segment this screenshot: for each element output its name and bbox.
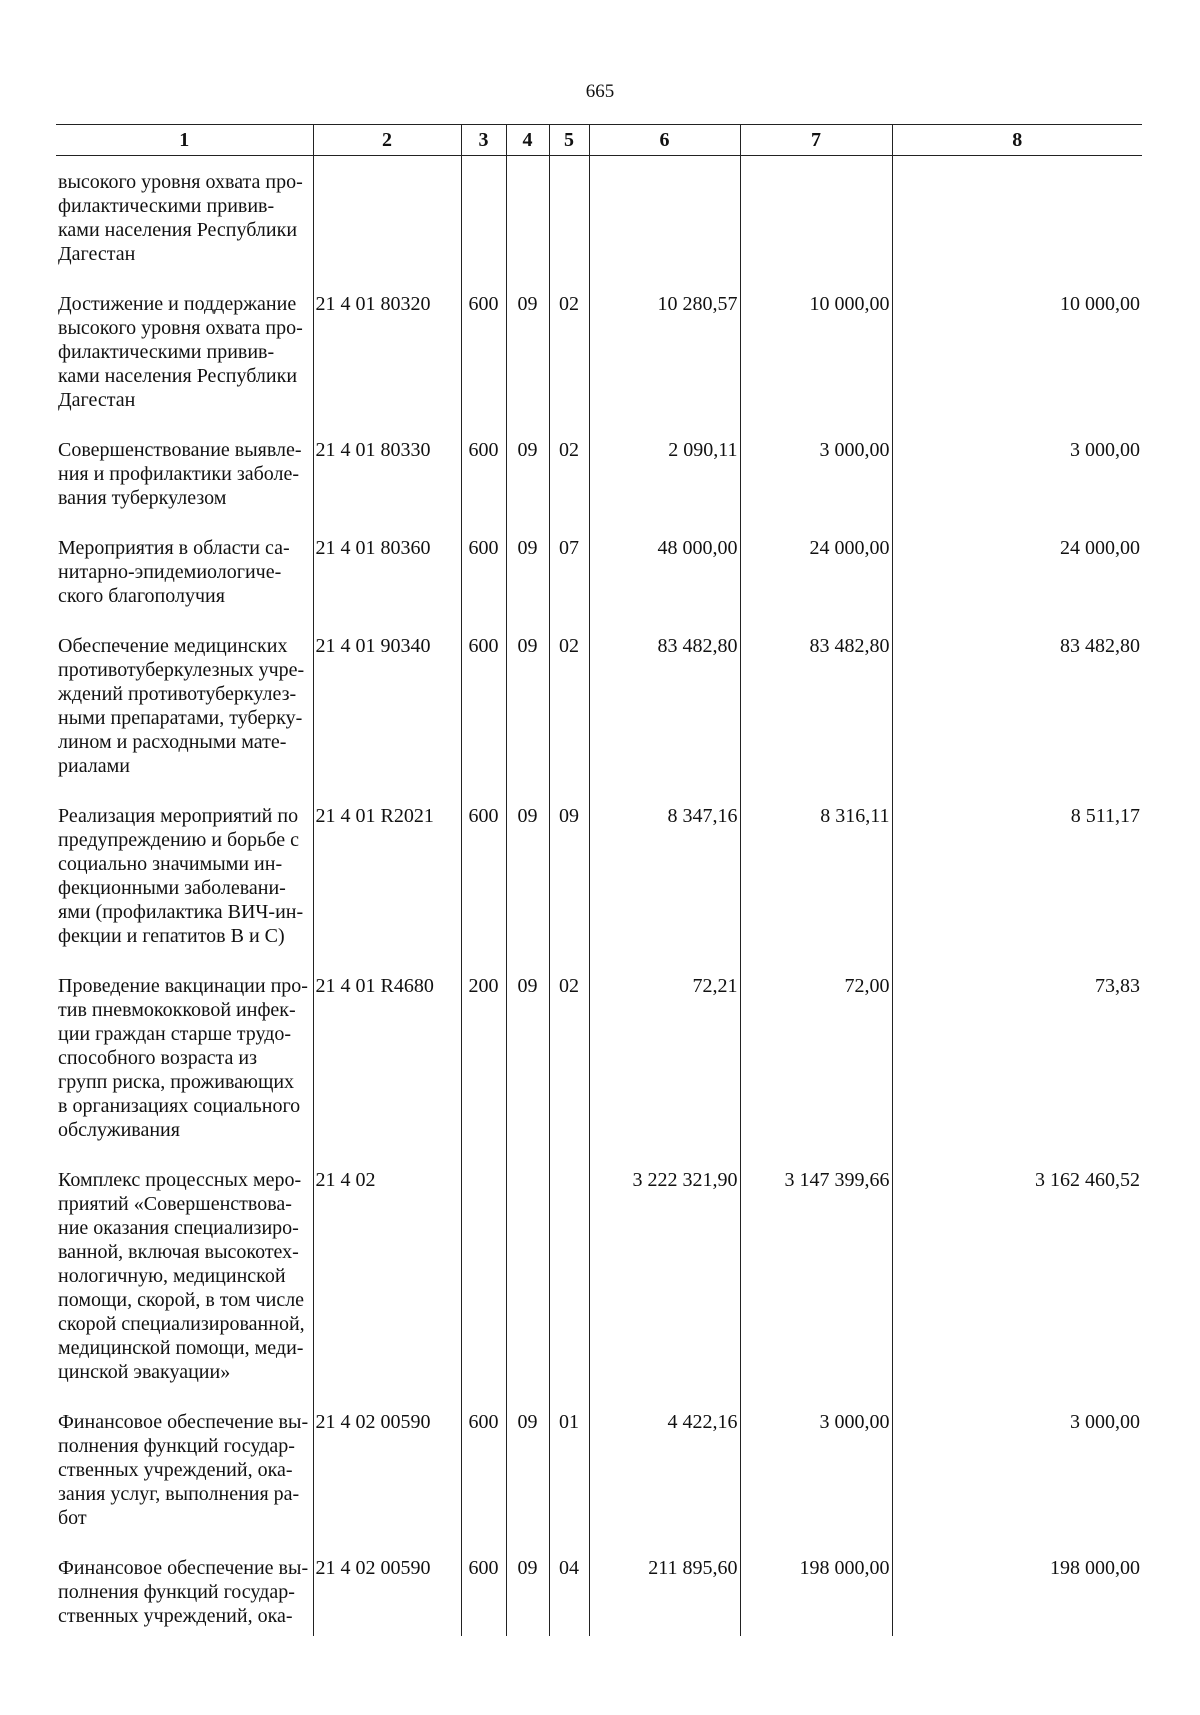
amount-col8-cell: 3 000,00 xyxy=(892,438,1142,536)
item-name-line: ками населения Республики xyxy=(58,365,298,387)
column-header-1: 1 xyxy=(56,125,313,156)
subsection-cell xyxy=(549,1168,589,1410)
item-name-cell xyxy=(56,292,313,438)
item-name-line: обслуживания xyxy=(58,1119,180,1141)
budget-code-cell: 21 4 01 80320 xyxy=(313,292,461,438)
amount-col7-cell: 8 316,11 xyxy=(740,804,892,974)
item-name-line: скорой специализированной, xyxy=(58,1313,305,1335)
subsection-cell: 04 xyxy=(549,1556,589,1636)
expense-type-cell xyxy=(461,156,506,293)
amount-col8-cell: 198 000,00 xyxy=(892,1556,1142,1636)
item-name-line: приятий «Совершенствова- xyxy=(58,1193,292,1215)
table-row xyxy=(56,156,1142,293)
section-cell: 09 xyxy=(506,536,549,634)
item-name-line: ками населения Республики xyxy=(58,219,298,241)
item-name-line: фекционными заболевани- xyxy=(58,877,286,899)
item-name-line: филактическими привив- xyxy=(58,341,275,363)
section-cell: 09 xyxy=(506,438,549,536)
item-name-line: Достижение и поддержание xyxy=(58,293,297,315)
item-name-line: высокого уровня охвата про- xyxy=(58,171,303,193)
amount-col7-cell: 3 147 399,66 xyxy=(740,1168,892,1410)
amount-col8-cell: 3 162 460,52 xyxy=(892,1168,1142,1410)
expense-type-cell: 600 xyxy=(461,536,506,634)
amount-col7-cell: 3 000,00 xyxy=(740,1410,892,1556)
amount-col6-cell xyxy=(589,156,740,293)
item-name-line: ями (профилактика ВИЧ-ин- xyxy=(58,901,304,923)
item-name-cell xyxy=(56,634,313,804)
item-name-line: ние оказания специализиро- xyxy=(58,1217,299,1239)
item-name-cell xyxy=(56,536,313,634)
section-cell xyxy=(506,156,549,293)
item-name-line: ждений противотуберкулез- xyxy=(58,683,297,705)
item-name-line: филактическими привив- xyxy=(58,195,275,217)
subsection-cell: 07 xyxy=(549,536,589,634)
item-name-line: Дагестан xyxy=(58,243,136,265)
column-header-5: 5 xyxy=(549,125,589,156)
item-name-line: Совершенствование выявле- xyxy=(58,439,302,461)
expense-type-cell xyxy=(461,1168,506,1410)
item-name-line: цинской эвакуации» xyxy=(58,1361,231,1383)
section-cell: 09 xyxy=(506,292,549,438)
item-name-line: ния и профилактики заболе- xyxy=(58,463,300,485)
amount-col8-cell: 10 000,00 xyxy=(892,292,1142,438)
item-name-line: нитарно-эпидемиологиче- xyxy=(58,561,282,583)
expense-type-cell: 600 xyxy=(461,634,506,804)
item-name-cell xyxy=(56,1168,313,1410)
table-row xyxy=(56,536,1142,634)
item-name-line: тив пневмококковой инфек- xyxy=(58,999,296,1021)
amount-col6-cell: 4 422,16 xyxy=(589,1410,740,1556)
expense-type-cell: 600 xyxy=(461,1410,506,1556)
column-header-6: 6 xyxy=(589,125,740,156)
column-header-2: 2 xyxy=(313,125,461,156)
item-name-line: социально значимыми ин- xyxy=(58,853,283,875)
item-name-line: бот xyxy=(58,1507,87,1529)
item-name-line: ского благополучия xyxy=(58,585,225,607)
item-name-line: медицинской помощи, меди- xyxy=(58,1337,304,1359)
item-name-line: групп риска, проживающих xyxy=(58,1071,295,1093)
item-name-line: Финансовое обеспечение вы- xyxy=(58,1557,309,1579)
item-name-cell xyxy=(56,156,313,293)
table-row xyxy=(56,438,1142,536)
section-cell: 09 xyxy=(506,634,549,804)
item-name-line: ванной, включая высокотех- xyxy=(58,1241,299,1263)
amount-col6-cell: 10 280,57 xyxy=(589,292,740,438)
item-name-line: ственных учреждений, ока- xyxy=(58,1459,293,1481)
item-name-cell xyxy=(56,1410,313,1556)
section-cell: 09 xyxy=(506,974,549,1168)
item-name-cell xyxy=(56,974,313,1168)
item-name-line: предупреждению и борьбе с xyxy=(58,829,299,851)
amount-col8-cell: 8 511,17 xyxy=(892,804,1142,974)
item-name-cell xyxy=(56,804,313,974)
table-row xyxy=(56,634,1142,804)
budget-code-cell: 21 4 02 xyxy=(313,1168,461,1410)
item-name-line: вания туберкулезом xyxy=(58,487,227,509)
amount-col7-cell: 72,00 xyxy=(740,974,892,1168)
item-name-line: Проведение вакцинации про- xyxy=(58,975,308,997)
item-name-line: помощи, скорой, в том числе xyxy=(58,1289,305,1311)
table-body xyxy=(56,156,1142,1637)
subsection-cell: 02 xyxy=(549,292,589,438)
amount-col6-cell: 48 000,00 xyxy=(589,536,740,634)
subsection-cell: 02 xyxy=(549,438,589,536)
budget-code-cell: 21 4 02 00590 xyxy=(313,1556,461,1636)
item-name-line: противотуберкулезных учре- xyxy=(58,659,305,681)
subsection-cell: 09 xyxy=(549,804,589,974)
amount-col7-cell xyxy=(740,156,892,293)
item-name-line: в организациях социального xyxy=(58,1095,301,1117)
expense-type-cell: 600 xyxy=(461,804,506,974)
section-cell: 09 xyxy=(506,1556,549,1636)
table-header-row xyxy=(56,125,1142,156)
item-name-line: нологичную, медицинской xyxy=(58,1265,286,1287)
item-name-line: лином и расходными мате- xyxy=(58,731,287,753)
item-name-line: Мероприятия в области са- xyxy=(58,537,290,559)
amount-col7-cell: 198 000,00 xyxy=(740,1556,892,1636)
column-header-3: 3 xyxy=(461,125,506,156)
item-name-line: высокого уровня охвата про- xyxy=(58,317,303,339)
item-name-line: Комплекс процессных меро- xyxy=(58,1169,302,1191)
amount-col8-cell: 73,83 xyxy=(892,974,1142,1168)
section-cell: 09 xyxy=(506,804,549,974)
table-row xyxy=(56,1556,1142,1636)
subsection-cell xyxy=(549,156,589,293)
amount-col6-cell: 8 347,16 xyxy=(589,804,740,974)
budget-code-cell: 21 4 01 80360 xyxy=(313,536,461,634)
budget-table xyxy=(56,124,1142,1636)
amount-col8-cell: 24 000,00 xyxy=(892,536,1142,634)
amount-col8-cell xyxy=(892,156,1142,293)
page-number: 665 xyxy=(585,81,615,102)
item-name-cell xyxy=(56,1556,313,1636)
item-name-line: риалами xyxy=(58,755,130,777)
column-header-4: 4 xyxy=(506,125,549,156)
item-name-line: ными препаратами, туберку- xyxy=(58,707,303,729)
amount-col7-cell: 3 000,00 xyxy=(740,438,892,536)
item-name-line: Дагестан xyxy=(58,389,136,411)
table-row xyxy=(56,1168,1142,1410)
table-row xyxy=(56,804,1142,974)
subsection-cell: 01 xyxy=(549,1410,589,1556)
budget-code-cell: 21 4 01 90340 xyxy=(313,634,461,804)
amount-col8-cell: 83 482,80 xyxy=(892,634,1142,804)
amount-col8-cell: 3 000,00 xyxy=(892,1410,1142,1556)
table-row xyxy=(56,292,1142,438)
item-name-line: ции граждан старше трудо- xyxy=(58,1023,292,1045)
budget-code-cell: 21 4 01 R4680 xyxy=(313,974,461,1168)
expense-type-cell: 600 xyxy=(461,1556,506,1636)
expense-type-cell: 600 xyxy=(461,438,506,536)
item-name-cell xyxy=(56,438,313,536)
table-row xyxy=(56,1410,1142,1556)
item-name-line: Реализация мероприятий по xyxy=(58,805,299,827)
item-name-line: полнения функций государ- xyxy=(58,1581,295,1603)
budget-code-cell: 21 4 01 80330 xyxy=(313,438,461,536)
item-name-line: фекции и гепатитов В и С) xyxy=(58,925,285,947)
expense-type-cell: 200 xyxy=(461,974,506,1168)
amount-col6-cell: 83 482,80 xyxy=(589,634,740,804)
amount-col6-cell: 211 895,60 xyxy=(589,1556,740,1636)
amount-col7-cell: 10 000,00 xyxy=(740,292,892,438)
column-header-8: 8 xyxy=(892,125,1142,156)
section-cell xyxy=(506,1168,549,1410)
subsection-cell: 02 xyxy=(549,974,589,1168)
amount-col6-cell: 72,21 xyxy=(589,974,740,1168)
subsection-cell: 02 xyxy=(549,634,589,804)
item-name-line: зания услуг, выполнения ра- xyxy=(58,1483,300,1505)
budget-code-cell: 21 4 02 00590 xyxy=(313,1410,461,1556)
item-name-line: способного возраста из xyxy=(58,1047,257,1069)
budget-code-cell xyxy=(313,156,461,293)
item-name-line: ственных учреждений, ока- xyxy=(58,1605,293,1627)
table-row xyxy=(56,974,1142,1168)
amount-col7-cell: 24 000,00 xyxy=(740,536,892,634)
item-name-line: Обеспечение медицинских xyxy=(58,635,288,657)
expense-type-cell: 600 xyxy=(461,292,506,438)
amount-col6-cell: 2 090,11 xyxy=(589,438,740,536)
section-cell: 09 xyxy=(506,1410,549,1556)
amount-col6-cell: 3 222 321,90 xyxy=(589,1168,740,1410)
budget-code-cell: 21 4 01 R2021 xyxy=(313,804,461,974)
item-name-line: полнения функций государ- xyxy=(58,1435,295,1457)
amount-col7-cell: 83 482,80 xyxy=(740,634,892,804)
column-header-7: 7 xyxy=(740,125,892,156)
item-name-line: Финансовое обеспечение вы- xyxy=(58,1411,309,1433)
